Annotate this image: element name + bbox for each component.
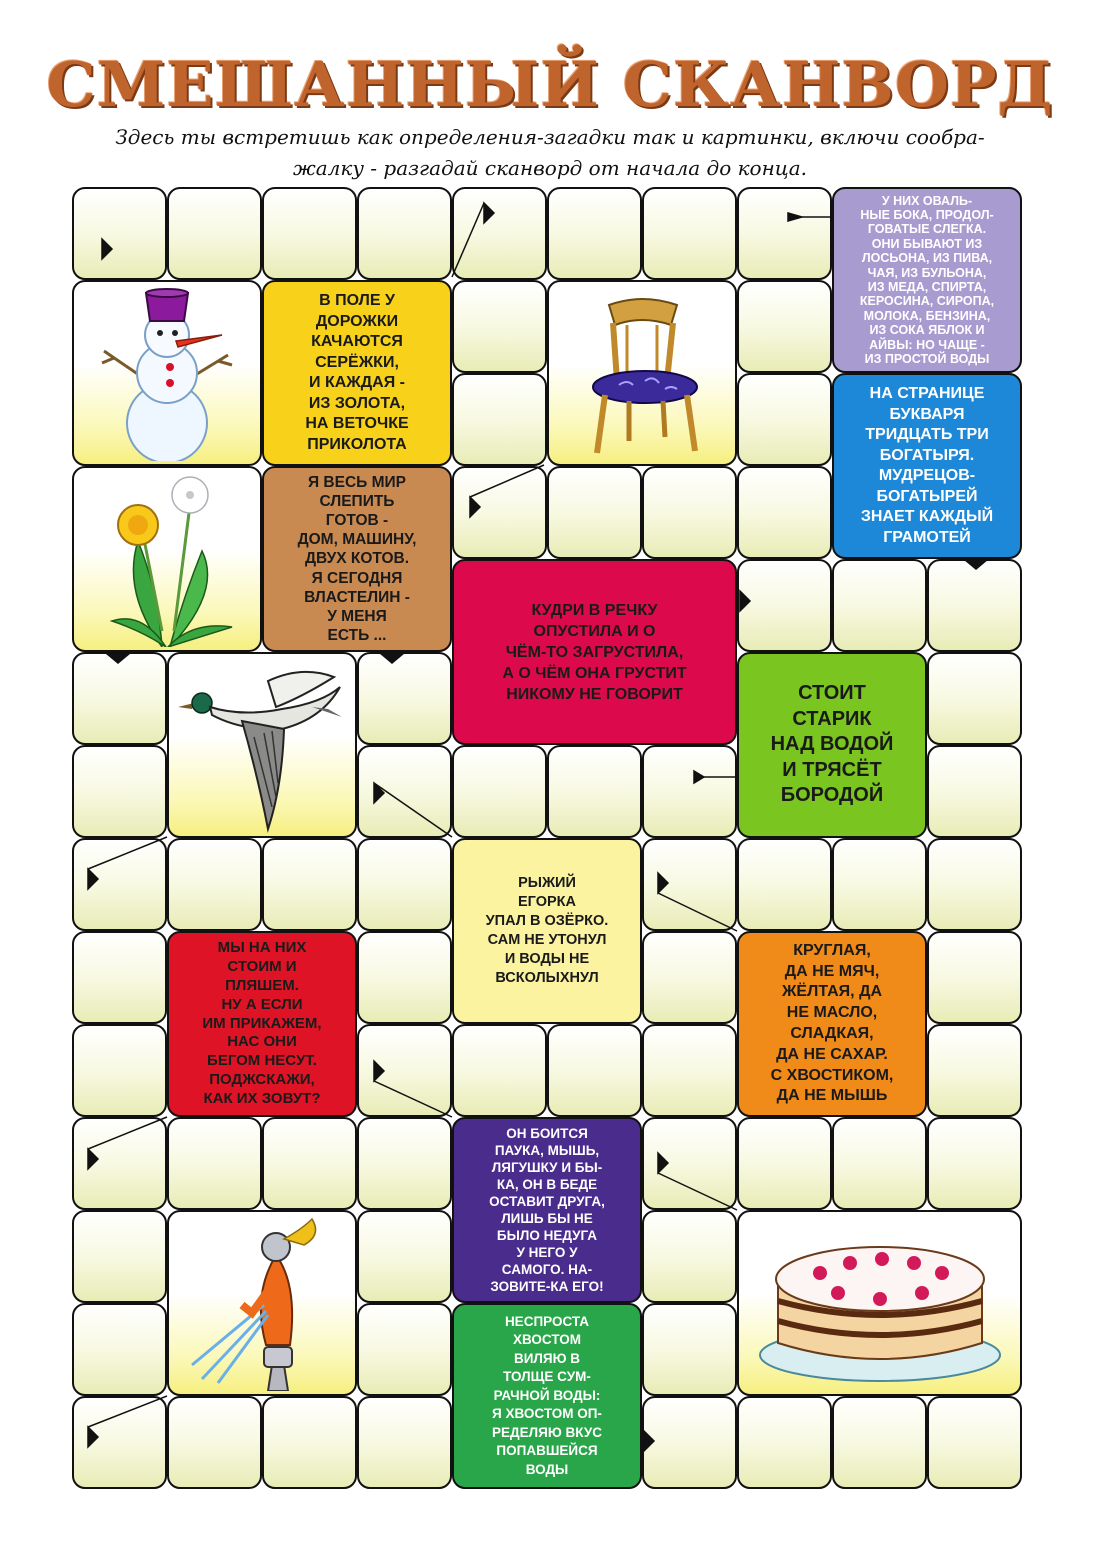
answer-cell[interactable]	[737, 187, 832, 280]
answer-cell[interactable]	[927, 745, 1022, 838]
answer-cell[interactable]	[357, 1117, 452, 1210]
clue-willow-text: КУДРИ В РЕЧКУ ОПУСТИЛА И О ЧЁМ-ТО ЗАГРУСТИЛА, А О ЧЁМ ОНА ГРУСТИТ НИКОМУ НЕ ГОВОРИТ	[502, 601, 687, 703]
answer-cell[interactable]	[737, 466, 832, 559]
answer-cell[interactable]	[642, 745, 737, 838]
answer-cell[interactable]	[72, 838, 167, 931]
crossword-grid	[72, 187, 1022, 1487]
answer-cell[interactable]	[72, 1396, 167, 1489]
answer-cell[interactable]	[452, 745, 547, 838]
clue-fish	[452, 1303, 642, 1489]
clue-reed	[737, 652, 927, 838]
clue-letters	[832, 373, 1022, 559]
answer-cell[interactable]	[832, 838, 927, 931]
answer-cell[interactable]	[832, 559, 927, 652]
answer-cell[interactable]	[642, 1117, 737, 1210]
answer-cell[interactable]	[547, 466, 642, 559]
answer-cell[interactable]	[927, 1117, 1022, 1210]
clue-elephant-text: ОН БОИТСЯ ПАУКА, МЫШЬ, ЛЯГУШКУ И БЫ- КА, ОН В БЕДЕ ОСТАВИТ ДРУГА, ЛИШЬ БЫ НЕ БЫЛО НЕДУГА У НЕГО У САМОГО. НА- ЗОВИТЕ-КА ЕГО!	[489, 1126, 605, 1294]
clue-float	[452, 838, 642, 1024]
answer-cell[interactable]	[452, 466, 547, 559]
clue-bubbles	[832, 187, 1022, 373]
page-title: СМЕШАННЫЙ СКАНВОРД	[46, 48, 1054, 121]
answer-cell[interactable]	[262, 1396, 357, 1489]
answer-cell[interactable]	[927, 652, 1022, 745]
answer-cell[interactable]	[737, 1396, 832, 1489]
answer-cell[interactable]	[167, 1396, 262, 1489]
answer-cell[interactable]	[547, 745, 642, 838]
answer-cell[interactable]	[737, 1117, 832, 1210]
answer-cell[interactable]	[832, 1117, 927, 1210]
answer-cell[interactable]	[927, 838, 1022, 931]
answer-cell[interactable]	[642, 1303, 737, 1396]
answer-cell[interactable]	[642, 1024, 737, 1117]
answer-cell[interactable]	[72, 187, 167, 280]
answer-cell[interactable]	[642, 1396, 737, 1489]
clue-birch-text: В ПОЛЕ У ДОРОЖКИ КАЧАЮТСЯ СЕРЁЖКИ, И КАЖДАЯ - ИЗ ЗОЛОТА, НА ВЕТОЧКЕ ПРИКОЛОТА	[305, 292, 409, 453]
answer-cell[interactable]	[737, 838, 832, 931]
dandelion-picture	[72, 466, 262, 652]
answer-cell[interactable]	[167, 838, 262, 931]
clue-willow	[452, 559, 737, 745]
answer-cell[interactable]	[832, 1396, 927, 1489]
answer-cell[interactable]	[357, 1396, 452, 1489]
clue-plasticine-text: Я ВЕСЬ МИР СЛЕПИТЬ ГОТОВ - ДОМ, МАШИНУ, ДВУХ КОТОВ. Я СЕГОДНЯ ВЛАСТЕЛИН - У МЕНЯ ЕСТЬ ...	[297, 473, 417, 645]
answer-cell[interactable]	[262, 838, 357, 931]
clue-legs-text: МЫ НА НИХ СТОИМ И ПЛЯШЕМ. НУ А ЕСЛИ ИМ ПРИКАЖЕМ, НАС ОНИ БЕГОМ НЕСУТ. ПОДЖСКАЖИ, КАК ИХ ЗОВУТ?	[202, 939, 322, 1107]
clue-birch	[262, 280, 452, 466]
answer-cell[interactable]	[72, 931, 167, 1024]
answer-cell[interactable]	[357, 1024, 452, 1117]
answer-cell[interactable]	[642, 1210, 737, 1303]
snowman-picture	[72, 280, 262, 466]
answer-cell[interactable]	[927, 1024, 1022, 1117]
answer-cell[interactable]	[72, 652, 167, 745]
answer-cell[interactable]	[72, 1210, 167, 1303]
chair-picture	[547, 280, 737, 466]
answer-cell[interactable]	[357, 1210, 452, 1303]
answer-cell[interactable]	[357, 931, 452, 1024]
answer-cell[interactable]	[642, 838, 737, 931]
clue-legs	[167, 931, 357, 1117]
answer-cell[interactable]	[927, 1396, 1022, 1489]
fountain-picture	[167, 1210, 357, 1396]
clue-plasticine	[262, 466, 452, 652]
clue-reed-text: СТОИТ СТАРИК НАД ВОДОЙ И ТРЯСЁТ БОРОДОЙ	[770, 682, 894, 807]
answer-cell[interactable]	[642, 187, 737, 280]
answer-cell[interactable]	[357, 838, 452, 931]
answer-cell[interactable]	[642, 931, 737, 1024]
subtitle-line-1: Здесь ты встретишь как определения-загадки так и картинки, включи сообра-	[115, 125, 985, 149]
answer-cell[interactable]	[72, 1303, 167, 1396]
duck-picture	[167, 652, 357, 838]
answer-cell[interactable]	[167, 187, 262, 280]
answer-cell[interactable]	[452, 280, 547, 373]
answer-cell[interactable]	[357, 187, 452, 280]
clue-bubbles-text: У НИХ ОВАЛЬ- НЫЕ БОКА, ПРОДОЛ- ГОВАТЫЕ СЛЕГКА. ОНИ БЫВАЮТ ИЗ ЛОСЬОНА, ИЗ ПИВА, ЧАЯ, ИЗ БУЛЬОНА, ИЗ МЕДА, СПИРТА, КЕРОСИНА, СИРОПА, МОЛОКА, БЕНЗИНА, ИЗ СОКА ЯБЛОК И АЙВЫ: НО ЧАЩЕ - ИЗ ПРОСТОЙ ВОДЫ	[859, 193, 995, 367]
clue-turnip-text: КРУГЛАЯ, ДА НЕ МЯЧ, ЖЁЛТАЯ, ДА НЕ МАСЛО, СЛАДКАЯ, ДА НЕ САХАР. С ХВОСТИКОМ, ДА НЕ МЫШЬ	[770, 941, 894, 1105]
answer-cell[interactable]	[452, 187, 547, 280]
answer-cell[interactable]	[452, 1024, 547, 1117]
clue-turnip	[737, 931, 927, 1117]
answer-cell[interactable]	[72, 1117, 167, 1210]
answer-cell[interactable]	[72, 745, 167, 838]
clue-fish-text: НЕСПРОСТА ХВОСТОМ ВИЛЯЮ В ТОЛЩЕ СУМ- РАЧНОЙ ВОДЫ: Я ХВОСТОМ ОП- РЕДЕЛЯЮ ВКУС ПОПАВШЕЙСЯ ВОДЫ	[492, 1313, 602, 1477]
answer-cell[interactable]	[737, 373, 832, 466]
answer-cell[interactable]	[452, 373, 547, 466]
answer-cell[interactable]	[642, 466, 737, 559]
answer-cell[interactable]	[167, 1117, 262, 1210]
answer-cell[interactable]	[357, 745, 452, 838]
answer-cell[interactable]	[737, 280, 832, 373]
answer-cell[interactable]	[262, 1117, 357, 1210]
answer-cell[interactable]	[927, 931, 1022, 1024]
clue-letters-text: НА СТРАНИЦЕ БУКВАРЯ ТРИДЦАТЬ ТРИ БОГАТЫРЯ. МУДРЕЦОВ- БОГАТЫРЕЙ ЗНАЕТ КАЖДЫЙ ГРАМОТЕЙ	[860, 385, 994, 546]
answer-cell[interactable]	[547, 187, 642, 280]
answer-cell[interactable]	[72, 1024, 167, 1117]
cake-picture	[737, 1210, 1022, 1396]
answer-cell[interactable]	[737, 559, 832, 652]
subtitle-line-2: жалку - разгадай сканворд от начала до конца.	[293, 156, 807, 180]
answer-cell[interactable]	[357, 1303, 452, 1396]
page-subtitle	[100, 122, 1000, 184]
answer-cell[interactable]	[357, 652, 452, 745]
answer-cell[interactable]	[547, 1024, 642, 1117]
answer-cell[interactable]	[262, 187, 357, 280]
clue-elephant	[452, 1117, 642, 1303]
clue-float-text: РЫЖИЙ ЕГОРКА УПАЛ В ОЗЁРКО. САМ НЕ УТОНУЛ И ВОДЫ НЕ ВСКОЛЫХНУЛ	[485, 875, 609, 986]
answer-cell[interactable]	[927, 559, 1022, 652]
